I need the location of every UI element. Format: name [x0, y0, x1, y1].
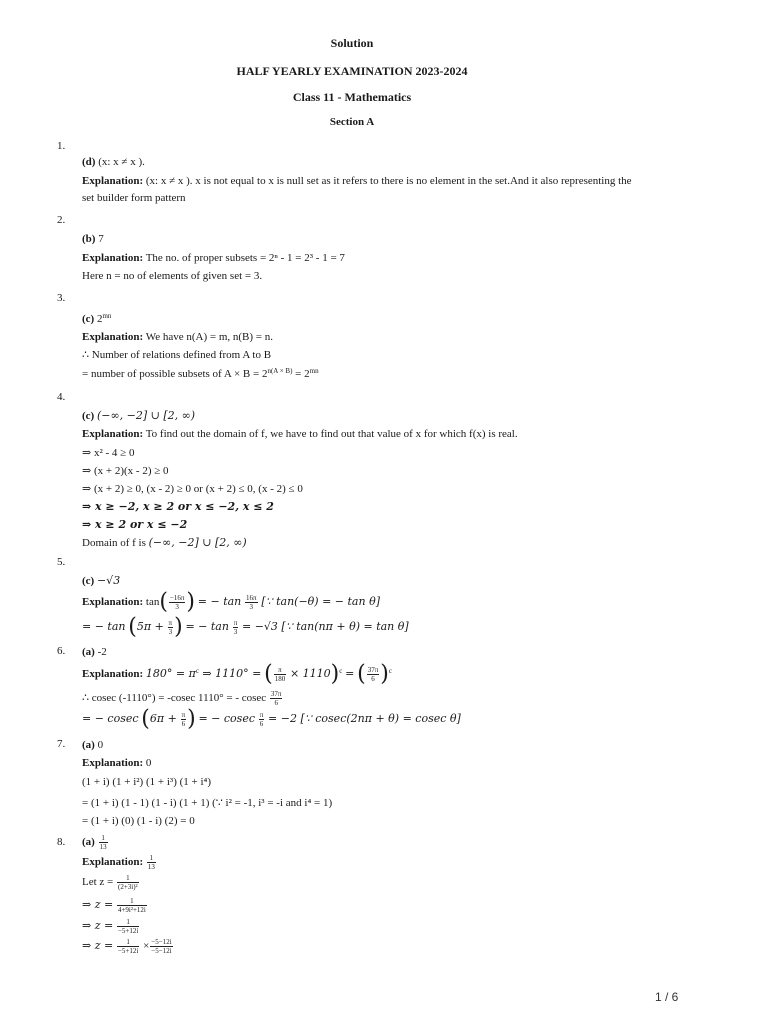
math-text: = − cosec	[82, 712, 139, 726]
fraction	[150, 938, 172, 955]
numerator: 1	[117, 874, 139, 883]
fraction	[117, 874, 139, 891]
step-text: = number of possible subsets of A × B = 2	[82, 368, 268, 380]
math-text: 180° = π	[145, 667, 196, 681]
explanation-continuation: set builder form pattern	[82, 192, 186, 204]
answer-math: (−∞, −2] ∪ [2, ∞)	[96, 409, 196, 422]
explanation-step: = (1 + i) (1 - 1) (1 - i) (1 + 1) (∵ i² = -1, i³ = -i and i⁴ = 1)	[82, 797, 333, 809]
step-exponent: mn	[309, 367, 319, 375]
math-text: × 1110	[289, 667, 331, 681]
explanation-label: Explanation:	[82, 252, 144, 264]
explanation-label: Explanation:	[82, 428, 144, 440]
explanation-label: Explanation:	[82, 757, 144, 769]
question-number: 4.	[57, 391, 66, 403]
explanation-step: ⇒ x ≥ 2 or x ≤ −2	[82, 518, 188, 531]
numerator: π	[168, 619, 173, 627]
answer-line	[82, 409, 195, 423]
explanation-step	[82, 938, 174, 955]
math-text: ⇒ z =	[82, 919, 114, 933]
numerator: 1	[117, 938, 139, 947]
question-number: 5.	[57, 556, 66, 568]
denominator: −5−12i	[151, 947, 172, 955]
numerator: 1	[117, 918, 139, 927]
document-title: Solution	[330, 36, 374, 50]
answer-line	[82, 834, 109, 851]
step-exponent: n(A × B)	[267, 367, 293, 375]
numerator: 1	[147, 854, 156, 863]
math-text: ∴ cosec (-1110°) = -cosec 1110° = - cosec	[82, 692, 267, 705]
explanation-step	[82, 918, 140, 935]
math-text: ⇒ z =	[82, 898, 114, 912]
math-text: = − cosec	[198, 712, 255, 726]
question-number: 3.	[57, 292, 66, 304]
explanation-step: ∴ Number of relations defined from A to B	[82, 349, 272, 361]
right-paren: )	[186, 589, 196, 615]
numerator: 37π	[270, 690, 282, 698]
denominator: 3	[233, 628, 238, 636]
numerator: π	[259, 711, 264, 719]
explanation-step	[82, 367, 319, 381]
denominator: (2+3i)²	[118, 883, 138, 891]
page-number: 1 / 6	[655, 990, 679, 1004]
answer-base: 2	[96, 313, 103, 325]
option-label: (b)	[82, 233, 96, 245]
fraction	[274, 666, 287, 683]
math-text: =	[345, 667, 355, 681]
explanation-text: The no. of proper subsets = 2ⁿ - 1 = 2³ - 1 = 7	[145, 252, 345, 264]
explanation-text: 0	[145, 757, 152, 769]
math-text: tan	[145, 596, 160, 609]
math-text: ⇒ 1110° =	[198, 667, 262, 681]
option-label: (d)	[82, 156, 96, 168]
superscript: c	[195, 667, 199, 676]
explanation-step: ⇒ (x + 2)(x - 2) ≥ 0	[82, 465, 169, 477]
right-paren: )	[187, 706, 196, 732]
math-text: = −2 [∵ cosec(2nπ + θ) = cosec θ]	[268, 712, 461, 726]
option-label: (c)	[82, 410, 95, 422]
fraction	[117, 918, 139, 935]
explanation-text: To find out the domain of f, we have to find out that value of x for which f(x) is real.	[145, 428, 518, 440]
fraction	[181, 711, 187, 728]
question-number: 8.	[57, 836, 66, 848]
explanation-step: ⇒ (x + 2) ≥ 0, (x - 2) ≥ 0 or (x + 2) ≤ 0, (x - 2) ≤ 0	[82, 483, 303, 495]
explanation-line	[82, 661, 392, 687]
question-number: 1.	[57, 140, 66, 152]
answer-text: 0	[97, 739, 104, 751]
explanation-line	[82, 756, 151, 770]
explanation-text: (x: x ≠ x ). x is not equal to x is null set as it refers to there is no element in the set.And it also representing the	[145, 175, 632, 187]
explanation-step: (1 + i) (1 + i²) (1 + i³) (1 + i⁴)	[82, 776, 212, 788]
denominator: 6	[259, 720, 264, 728]
fraction	[168, 619, 174, 636]
explanation-text: We have n(A) = m, n(B) = n.	[145, 331, 273, 343]
explanation-continuation: Here n = no of elements of given set = 3.	[82, 270, 263, 282]
math-text: = − tan	[197, 595, 242, 609]
fraction	[245, 594, 258, 611]
numerator: 16π	[246, 594, 257, 602]
right-paren: )	[174, 614, 183, 640]
explanation-step	[82, 897, 148, 914]
question-number: 6.	[57, 645, 66, 657]
denominator: −5+12i	[117, 927, 139, 935]
answer-line	[82, 155, 145, 169]
answer-exponent: mn	[102, 312, 112, 320]
answer-math: −√3	[96, 574, 121, 587]
numerator: 37π	[367, 666, 379, 674]
explanation-step: ⇒ x² - 4 ≥ 0	[82, 447, 135, 459]
answer-line	[82, 645, 107, 659]
numerator: 1	[117, 897, 147, 906]
question-number: 2.	[57, 214, 66, 226]
explanation-step	[82, 690, 283, 707]
option-label: (c)	[82, 313, 95, 325]
numerator: π	[233, 619, 238, 627]
fraction	[99, 834, 108, 851]
explanation-label: Explanation:	[82, 331, 144, 343]
numerator: −5−12i	[151, 938, 172, 946]
exam-title: HALF YEARLY EXAMINATION 2023-2024	[236, 64, 468, 78]
math-text: = − tan	[185, 620, 229, 634]
fraction	[259, 711, 265, 728]
option-label: (a)	[82, 739, 95, 751]
explanation-step	[82, 614, 409, 640]
denominator: −5+12i	[117, 947, 139, 955]
fraction	[117, 938, 139, 955]
left-paren: (	[128, 614, 137, 640]
explanation-line	[82, 427, 518, 441]
numerator: 1	[99, 834, 108, 843]
math-text: [∵ tan(−θ) = − tan θ]	[261, 595, 380, 609]
class-subject: Class 11 - Mathematics	[292, 90, 412, 104]
denominator: 6	[371, 675, 375, 683]
denominator: 13	[147, 863, 155, 871]
explanation-line	[82, 589, 380, 615]
explanation-label: Explanation:	[82, 856, 144, 869]
math-text: ×	[143, 940, 150, 953]
denominator: 6	[181, 720, 186, 728]
domain-text: Domain of f is	[82, 537, 146, 549]
denominator: 3	[175, 603, 179, 611]
denominator: 13	[99, 843, 107, 851]
math-text: Let z =	[82, 876, 114, 889]
explanation-label: Explanation:	[82, 668, 144, 681]
explanation-line	[82, 174, 632, 188]
explanation-step	[82, 874, 140, 891]
denominator: 4+9i²+12i	[117, 906, 146, 914]
left-paren: (	[141, 706, 150, 732]
fraction	[117, 897, 147, 914]
step-text: = 2	[292, 368, 310, 380]
numerator: π	[274, 666, 287, 675]
answer-text: -2	[97, 646, 107, 658]
superscript: c	[339, 667, 343, 676]
right-paren: )	[380, 661, 389, 687]
section-title: Section A	[329, 116, 375, 128]
left-paren: (	[357, 661, 366, 687]
explanation-step: = (1 + i) (0) (1 - i) (2) = 0	[82, 815, 195, 827]
fraction	[270, 690, 283, 707]
math-text: 6π +	[149, 712, 177, 726]
numerator: −16π	[169, 594, 185, 602]
domain-line	[82, 536, 247, 550]
math-text: 5π +	[136, 620, 164, 634]
explanation-label: Explanation:	[82, 175, 144, 187]
denominator: 3	[168, 628, 173, 636]
option-label: (a)	[82, 836, 95, 849]
fraction	[233, 619, 239, 636]
question-number: 7.	[57, 738, 66, 750]
explanation-line	[82, 330, 273, 344]
answer-line	[82, 312, 111, 326]
math-text: = −√3 [∵ tan(nπ + θ) = tan θ]	[241, 620, 409, 634]
denominator: 180	[274, 675, 286, 683]
option-label: (c)	[82, 575, 95, 587]
explanation-step: ⇒ x ≥ −2, x ≥ 2 or x ≤ −2, x ≤ 2	[82, 500, 274, 513]
superscript: c	[388, 667, 392, 676]
answer-line	[82, 738, 103, 752]
left-paren: (	[159, 589, 168, 615]
denominator: 3	[249, 603, 254, 611]
math-text: = − tan	[82, 620, 126, 634]
answer-text: (x: x ≠ x ).	[98, 156, 145, 168]
fraction	[169, 594, 185, 611]
answer-line	[82, 232, 104, 246]
numerator: π	[181, 711, 186, 719]
explanation-label: Explanation:	[82, 596, 144, 609]
answer-line	[82, 574, 120, 588]
option-label: (a)	[82, 646, 95, 658]
fraction	[367, 666, 380, 683]
explanation-line	[82, 854, 157, 871]
explanation-step	[82, 706, 461, 732]
explanation-line	[82, 251, 345, 265]
answer-text: 7	[98, 233, 104, 245]
fraction	[147, 854, 156, 871]
right-paren: )	[330, 661, 340, 687]
left-paren: (	[264, 661, 273, 687]
domain-value: (−∞, −2] ∪ [2, ∞)	[148, 536, 247, 549]
denominator: 6	[274, 699, 278, 707]
math-text: ⇒ z =	[82, 939, 114, 953]
